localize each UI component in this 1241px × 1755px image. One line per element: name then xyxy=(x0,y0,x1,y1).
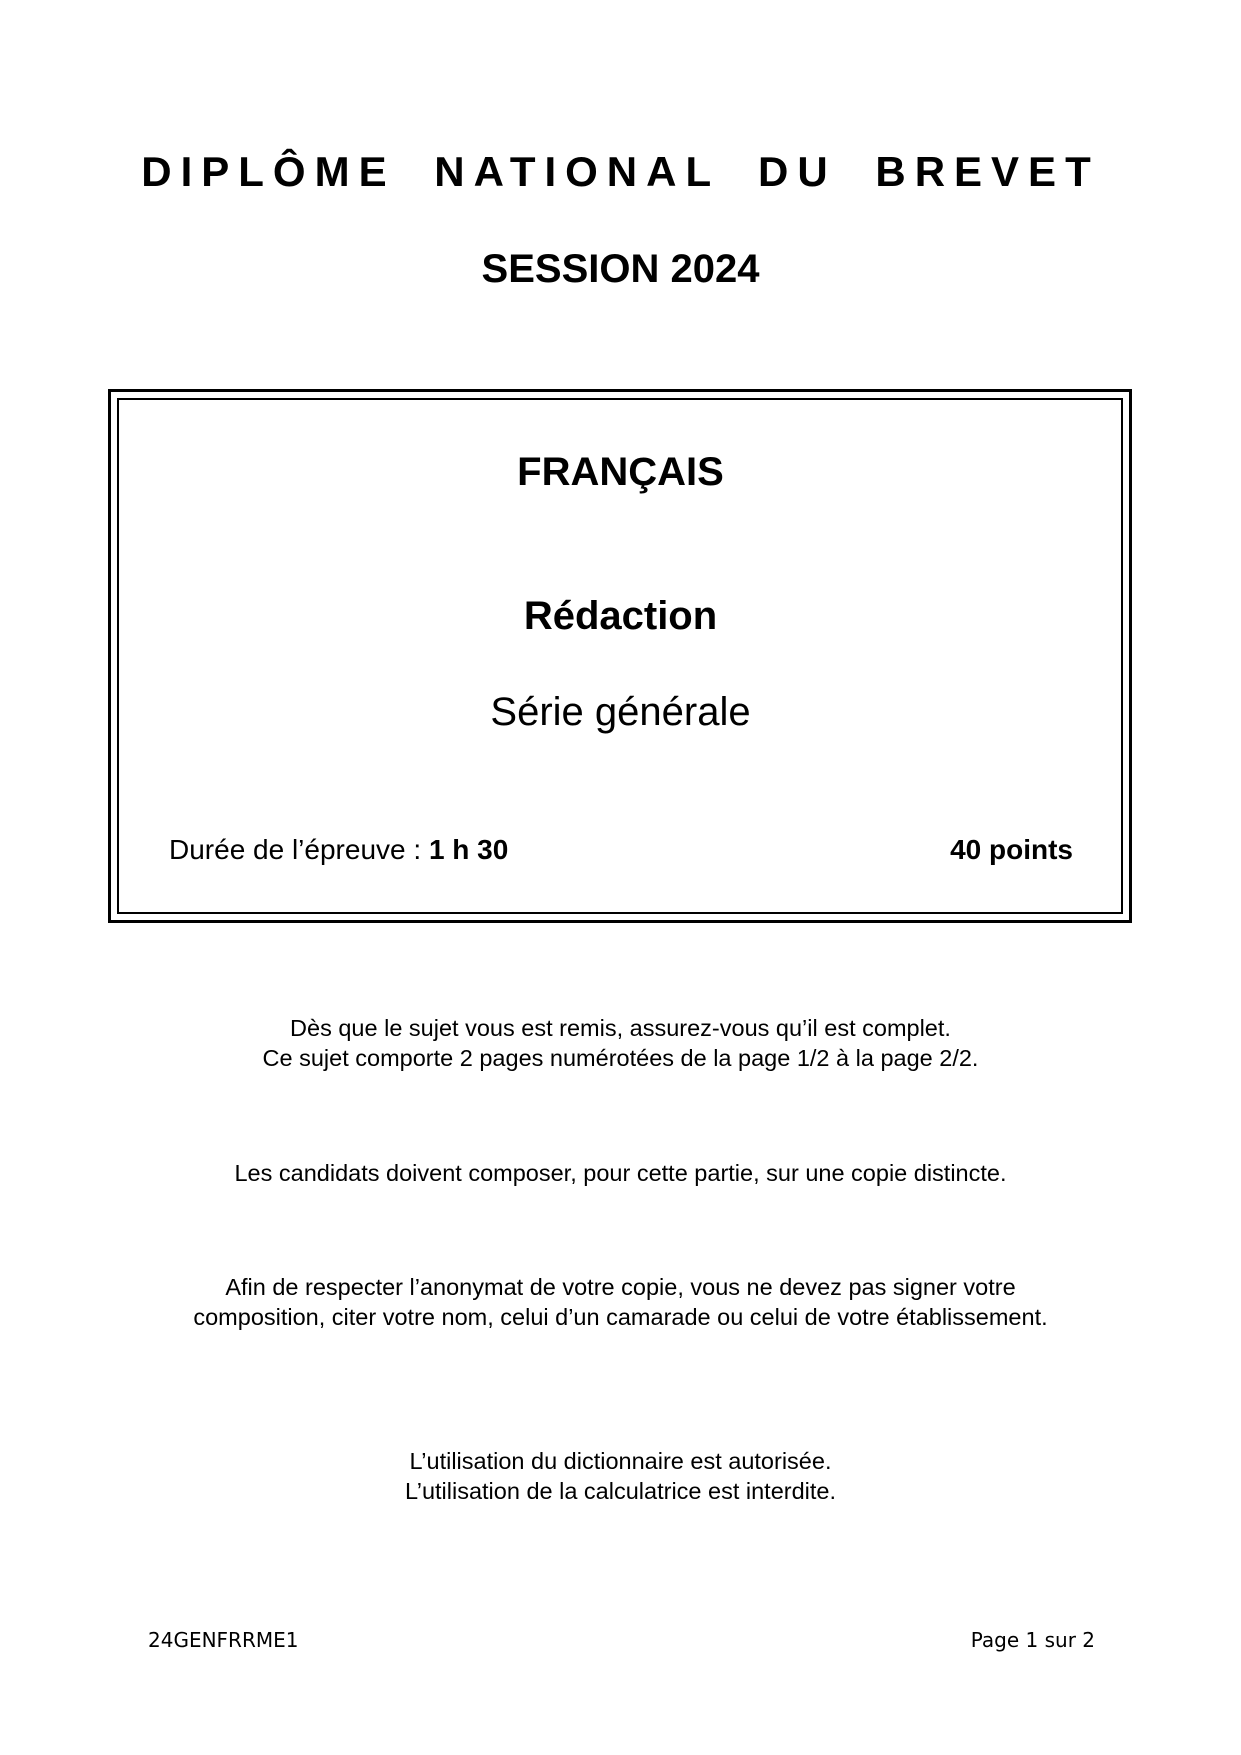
calculator-rule: L’utilisation de la calculatrice est interdite. xyxy=(404,1478,837,1504)
subject-title: FRANÇAIS xyxy=(517,450,724,494)
anonymity-notice xyxy=(0,1272,1241,1332)
page-number: Page 1 sur 2 xyxy=(970,1628,1095,1652)
tools-notice xyxy=(0,1446,1241,1506)
exam-title: DIPLÔME NATIONAL DU BREVET xyxy=(141,148,1100,195)
points-total: 40 points xyxy=(950,834,1073,865)
completeness-notice xyxy=(0,1013,1241,1073)
exam-code: 24GENFRRME1 xyxy=(148,1628,299,1652)
anonymity-line-1: Afin de respecter l’anonymat de votre copie, vous ne devez pas signer votre xyxy=(225,1274,1016,1300)
completeness-line-1: Dès que le sujet vous est remis, assurez-vous qu’il est complet. xyxy=(290,1015,951,1041)
duration-info xyxy=(169,834,508,866)
copy-rule: Les candidats doivent composer, pour cette partie, sur une copie distincte. xyxy=(234,1160,1007,1186)
exam-part: Rédaction xyxy=(523,594,718,638)
completeness-line-2: Ce sujet comporte 2 pages numérotées de la page 1/2 à la page 2/2. xyxy=(262,1045,979,1071)
duration-value: 1 h 30 xyxy=(428,834,509,865)
session-year: SESSION 2024 xyxy=(481,247,760,291)
duration-label: Durée de l’épreuve : xyxy=(169,834,429,865)
dictionary-rule: L’utilisation du dictionnaire est autorisée. xyxy=(409,1448,832,1474)
anonymity-line-2: composition, citer votre nom, celui d’un camarade ou celui de votre établissement. xyxy=(193,1304,1048,1330)
exam-series: Série générale xyxy=(490,690,751,734)
